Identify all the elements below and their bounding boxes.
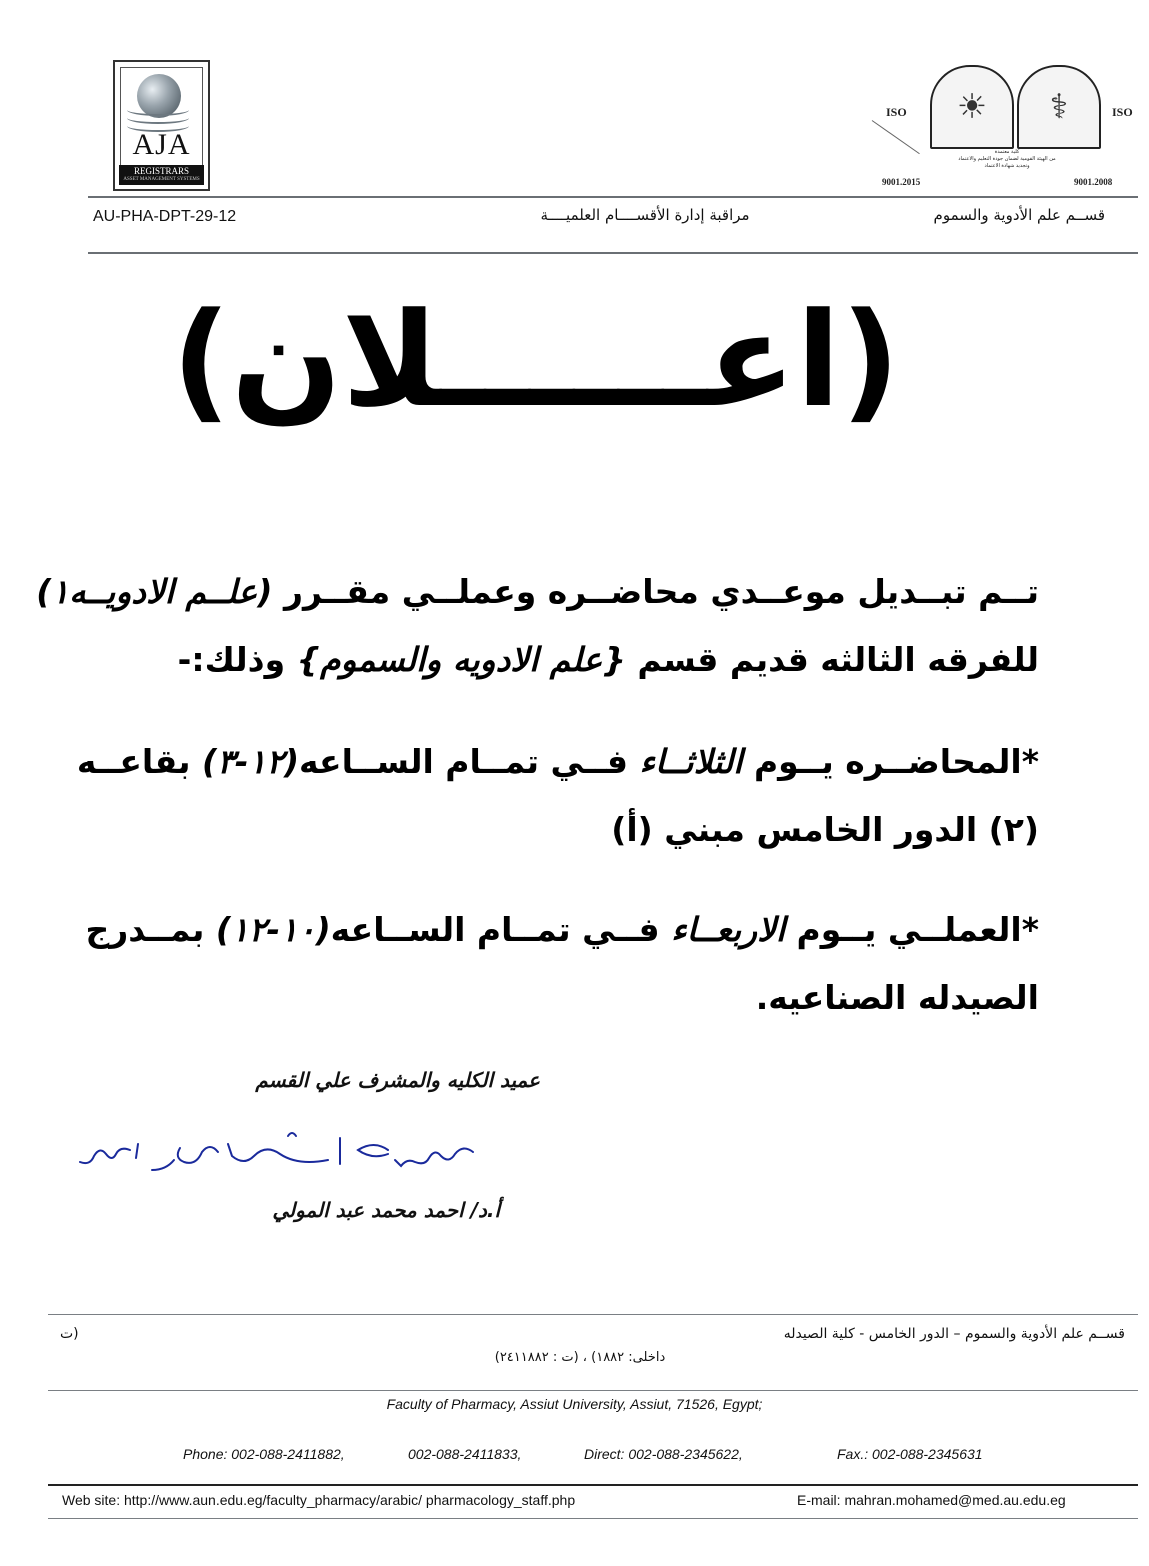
university-emblem [930, 65, 1014, 149]
department-name: قســم علم الأدوية والسموم [933, 206, 1105, 224]
footer-divider-3 [48, 1484, 1138, 1486]
aja-registrars-logo [113, 60, 210, 191]
footer-phone-2: 002-088-2411833, [408, 1446, 522, 1462]
footer-divider-1 [48, 1314, 1138, 1315]
footer-email-link[interactable]: E-mail: mahran.mohamed@med.au.edu.eg [797, 1492, 1066, 1508]
footer-tel-prefix: (ت [60, 1326, 79, 1342]
header-center-text: مراقبة إدارة الأقســــام العلميــــة [540, 206, 750, 224]
footer-address-ar: قســم علم الأدوية والسموم – الدور الخامس - كلية الصيدله [783, 1326, 1125, 1342]
registrars-banner: REGISTRARS ASSET MANAGEMENT SYSTEMS [119, 165, 204, 185]
practical-schedule-line-1: *العملــي يــوم الاربعــاء فــي تمــام الســاعه(١٠-١٢) بمــدرج [85, 910, 1039, 949]
footer-address-en: Faculty of Pharmacy, Assiut University, Assiut, 71526, Egypt; [386, 1396, 763, 1412]
footer-divider-2 [48, 1390, 1138, 1391]
handwritten-signature [78, 1130, 478, 1190]
pharmacy-emblem [1017, 65, 1101, 149]
lecture-schedule-line-2: (٢) الدور الخامس مبني (أ) [611, 810, 1039, 849]
sun-rays-icon: ☀ [956, 87, 988, 127]
aja-letters: AJA [132, 128, 191, 161]
footer-internal-phone: داخلى: ١٨٨٢) ، (ت : ٢٤١١٨٨٢) [494, 1350, 666, 1365]
bowl-of-hygieia-icon: ⚕ [1049, 87, 1069, 127]
footer-phone: Phone: 002-088-2411882, [183, 1446, 345, 1462]
iso-number-right: 9001.2008 [1074, 177, 1113, 187]
practical-schedule-line-2: الصيدله الصناعيه. [755, 978, 1039, 1017]
footer-website-link[interactable]: Web site: http://www.aun.edu.eg/faculty_pharmacy/arabic/ pharmacology_staff.php [62, 1492, 576, 1508]
footer-fax: Fax.: 002-088-2345631 [837, 1446, 983, 1462]
lecture-schedule-line-1: *المحاضــره يــوم الثلاثــاء فــي تمــام الســاعه(١٢-٣) بقاعــه [76, 742, 1039, 781]
iso-label-left: ISO [886, 105, 907, 119]
iso-number-left: 9001.2015 [882, 177, 921, 187]
signatory-name: أ.د/ احمد محمد عبد المولي [272, 1198, 500, 1222]
body-paragraph-1-line-1: تــم تبــديل موعــدي محاضــره وعملــي مقــرر (علــم الادويــه١) [36, 572, 1039, 611]
body-paragraph-1-line-2: للفرقه الثالثه قديم قسم {علم الادويه والسموم} وذلك:- [177, 640, 1039, 679]
signatory-title: عميد الكليه والمشرف علي القسم [255, 1068, 540, 1092]
accreditation-text: كلية معتمدة من الهيئة القومية لضمان جودة التعليم والاعتماد وتجديد شهادة الاعتماد [958, 149, 1056, 169]
footer-divider-4 [48, 1518, 1138, 1519]
footer-direct: Direct: 002-088-2345622, [584, 1446, 743, 1462]
announcement-title: (اعــــــلان) [171, 284, 900, 436]
assiut-university-logo [872, 65, 1142, 190]
header-divider-top [88, 196, 1138, 198]
document-code: AU-PHA-DPT-29-12 [93, 208, 237, 225]
iso-label-right: ISO [1112, 105, 1133, 119]
header-divider-bottom [88, 252, 1138, 254]
